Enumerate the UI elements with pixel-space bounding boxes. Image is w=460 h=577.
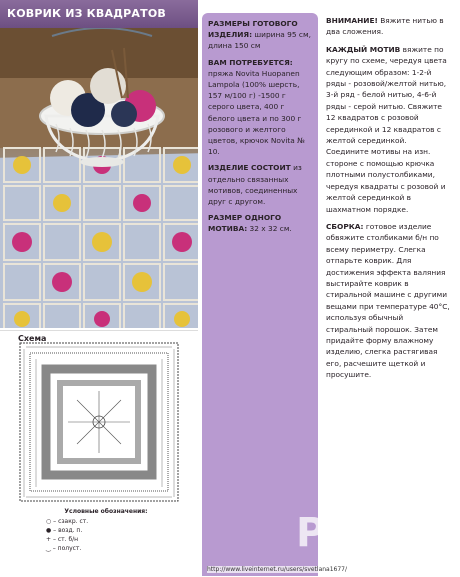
legend-item: ‿ – полуст. [46,545,82,552]
instructions-column [326,15,450,387]
materials-panel [202,13,318,576]
rug-photo-illustration [0,28,198,328]
title-bar [0,0,198,28]
rug-photo [0,28,198,328]
watermark: Postila [296,510,444,556]
motif-instructions: КАЖДЫЙ МОТИВ вяжите по кругу по схеме, чередуя цвета следующим образом: 1-2-й ряды - розовой/желтой нитью, 3-й ряд - белой нитью, 4-6-й ряды - серой нитью. Свяжите 12 квадратов с розовой серединкой и 12 квадратов с желтой серединкой. Соедините мотивы на изн. стороне с помощью крючка плотными полустолбиками, чередуя квадраты с розовой и желтой серединкой в шахматном порядке. [326,44,447,214]
source-url[interactable]: http://www.liveinternet.ru/users/svetlana1677/ [207,566,348,573]
legend-item: + – ст. б/н [46,536,79,543]
crochet-chart-diagram [0,341,198,511]
materials-paragraph: ВАМ ПОТРЕБУЕТСЯ: пряжа Novita Huopanen Lampola (100% шерсть, 157 м/100 г) -1500 г серого цвета, 400 г белого цвета и по 300 г розового и желтого цветов, крючок Novita № 10. [208,57,305,157]
legend-heading: Условные обозначения: [64,508,148,515]
legend-item: ○ – сзакр. ст. [46,518,89,525]
size-paragraph: РАЗМЕРЫ ГОТОВОГО ИЗДЕЛИЯ: ширина 95 см, длина 150 см [208,19,311,51]
schema-label: Схема [18,334,47,343]
motif-size-paragraph: РАЗМЕР ОДНОГО МОТИВА: 32 х 32 см. [208,213,292,234]
schema-legend [46,507,166,553]
legend-item: ● – возд. п. [46,527,83,534]
assembly-instructions: СБОРКА: готовое изделие обвяжите столбиками б/н по всему периметру. Слегка отпарьте коврик. Для достижения эффекта валяния выстирайте коврик в стиральной машине с другими вещами при температуре 40°C, используя обычный стиральный порошок. Затем придайте форму влажному изделию, слегка растягивая его, расчешите щеткой и просушите. [326,221,450,380]
page-title: КОВРИК ИЗ КВАДРАТОВ [7,7,166,20]
composition-paragraph: ИЗДЕЛИЕ СОСТОИТ из отдельно связанных мотивов, соединенных друг с другом. [208,163,302,207]
crochet-schema [0,330,198,577]
attention-paragraph: ВНИМАНИЕ! Вяжите нитью в два сложения. [326,16,444,37]
